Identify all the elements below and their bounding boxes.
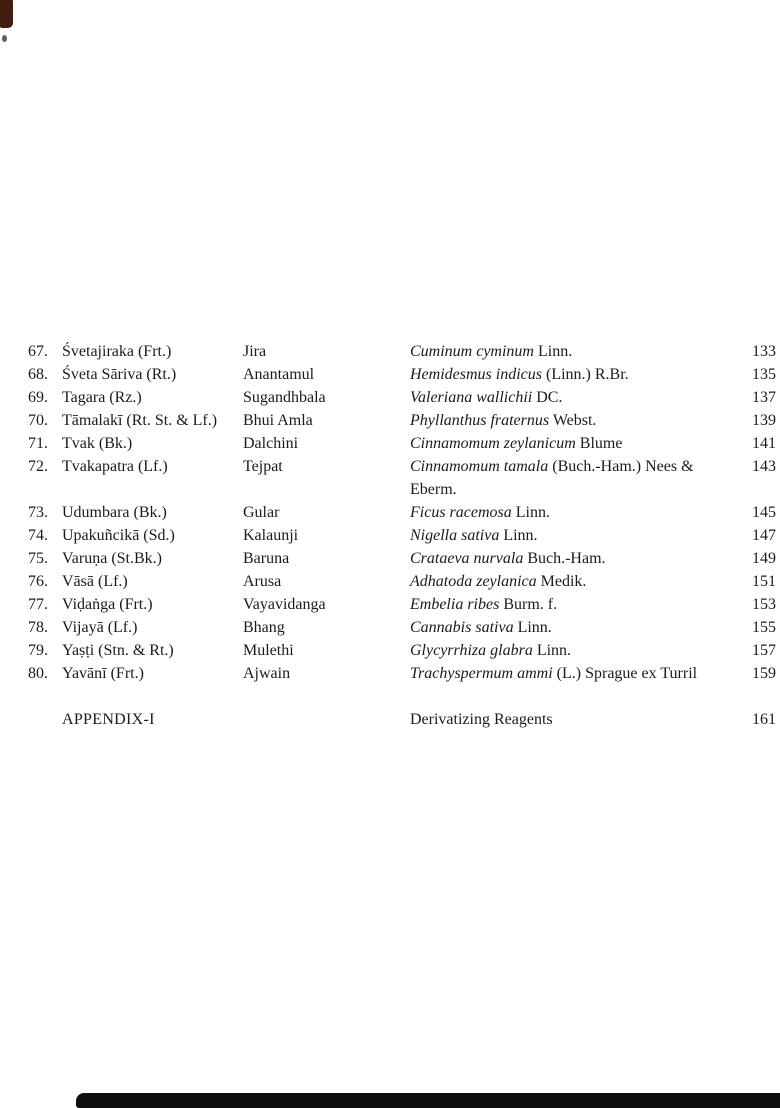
page-number: 153 <box>752 596 776 613</box>
entry-number: 70. <box>28 412 48 429</box>
appendix-page: 161 <box>752 711 776 728</box>
sanskrit-name: Varuṇa (St.Bk.) <box>62 550 162 567</box>
scan-artifact-speck <box>2 35 7 42</box>
botanical-name <box>410 570 702 593</box>
page-number: 145 <box>752 504 776 521</box>
botanical-author: Buch.-Ham. <box>523 550 606 567</box>
entry-number: 72. <box>28 458 48 475</box>
botanical-author: (Linn.) R.Br. <box>541 366 629 383</box>
botanical-name-italic: Phyllanthus fraternus <box>410 412 550 429</box>
botanical-name <box>410 524 702 547</box>
page-number: 141 <box>752 435 776 452</box>
page-number: 151 <box>752 573 776 590</box>
botanical-name <box>410 455 702 501</box>
table-row <box>28 662 776 685</box>
botanical-author: Medik. <box>536 573 587 590</box>
entry-number: 73. <box>28 504 48 521</box>
page-number: 133 <box>752 343 776 360</box>
entry-number: 79. <box>28 642 48 659</box>
table-row <box>28 409 776 432</box>
appendix-label: APPENDIX-I <box>62 711 155 728</box>
botanical-author: (L.) Sprague ex Turril <box>552 665 698 682</box>
sanskrit-name: Tagara (Rz.) <box>62 389 142 406</box>
table-row <box>28 432 776 455</box>
botanical-name <box>410 616 702 639</box>
botanical-name <box>410 501 702 524</box>
botanical-name-italic: Nigella sativa <box>410 527 500 544</box>
hindi-name: Vayavidanga <box>243 596 326 613</box>
botanical-name <box>410 547 702 570</box>
table-row <box>28 386 776 409</box>
botanical-name-italic: Adhatoda zeylanica <box>410 573 537 590</box>
scan-artifact-bottom-bar <box>76 1093 780 1108</box>
sanskrit-name: Tvakapatra (Lf.) <box>62 458 168 475</box>
sanskrit-name: Viḍaṅga (Frt.) <box>62 596 153 613</box>
hindi-name: Baruna <box>243 550 290 567</box>
table-row <box>28 547 776 570</box>
table-row <box>28 455 776 501</box>
entry-number: 76. <box>28 573 48 590</box>
entry-number: 74. <box>28 527 48 544</box>
botanical-name-italic: Glycyrrhiza glabra <box>410 642 533 659</box>
page-number: 159 <box>752 665 776 682</box>
hindi-name: Bhui Amla <box>243 412 313 429</box>
botanical-name-italic: Cinnamomum zeylanicum <box>410 435 576 452</box>
hindi-name: Tejpat <box>243 458 283 475</box>
page-number: 139 <box>752 412 776 429</box>
botanical-author: Linn. <box>513 619 552 636</box>
botanical-name-italic: Crataeva nurvala <box>410 550 524 567</box>
page-number: 135 <box>752 366 776 383</box>
botanical-name <box>410 662 702 685</box>
table-row <box>28 340 776 363</box>
entry-number: 71. <box>28 435 48 452</box>
botanical-name-italic: Valeriana wallichii <box>410 389 533 406</box>
botanical-name <box>410 639 702 662</box>
entry-number: 75. <box>28 550 48 567</box>
entry-number: 68. <box>28 366 48 383</box>
sanskrit-name: Śvetajiraka (Frt.) <box>62 343 172 360</box>
entry-number: 78. <box>28 619 48 636</box>
entry-number: 67. <box>28 343 48 360</box>
botanical-name <box>410 363 702 386</box>
table-row <box>28 501 776 524</box>
botanical-name-italic: Cuminum cyminum <box>410 343 534 360</box>
hindi-name: Anantamul <box>243 366 315 383</box>
sanskrit-name: Upakuñcikā (Sd.) <box>62 527 175 544</box>
botanical-name-italic: Cinnamomum tamala <box>410 458 549 475</box>
botanical-author: Linn. <box>511 504 550 521</box>
appendix-title: Derivatizing Reagents <box>410 711 553 728</box>
entry-number: 80. <box>28 665 48 682</box>
botanical-name <box>410 432 702 455</box>
page-number: 155 <box>752 619 776 636</box>
page-number: 149 <box>752 550 776 567</box>
table-row <box>28 363 776 386</box>
hindi-name: Mulethi <box>243 642 294 659</box>
botanical-name-italic: Ficus racemosa <box>410 504 512 521</box>
sanskrit-name: Vijayā (Lf.) <box>62 619 138 636</box>
sanskrit-name: Vāsā (Lf.) <box>62 573 128 590</box>
hindi-name: Arusa <box>243 573 282 590</box>
botanical-name <box>410 386 702 409</box>
botanical-name-italic: Hemidesmus indicus <box>410 366 542 383</box>
botanical-name <box>410 340 702 363</box>
hindi-name: Jira <box>243 343 267 360</box>
hindi-name: Ajwain <box>243 665 291 682</box>
botanical-name-italic: Cannabis sativa <box>410 619 514 636</box>
sanskrit-name: Udumbara (Bk.) <box>62 504 167 521</box>
table-row <box>28 570 776 593</box>
botanical-author: Webst. <box>549 412 597 429</box>
botanical-name-italic: Trachyspermum ammi <box>410 665 553 682</box>
botanical-author: Burm. f. <box>499 596 558 613</box>
contents-table <box>28 340 776 731</box>
sanskrit-name: Yavānī (Frt.) <box>62 665 144 682</box>
botanical-name <box>410 593 702 616</box>
botanical-author: Linn. <box>532 642 572 659</box>
hindi-name: Bhang <box>243 619 285 636</box>
table-row <box>28 639 776 662</box>
table-row <box>28 593 776 616</box>
hindi-name: Sugandhbala <box>243 389 326 406</box>
entry-number: 69. <box>28 389 48 406</box>
page-number: 147 <box>752 527 776 544</box>
entry-number: 77. <box>28 596 48 613</box>
sanskrit-name: Tāmalakī (Rt. St. & Lf.) <box>62 412 218 429</box>
hindi-name: Kalaunji <box>243 527 299 544</box>
sanskrit-name: Śveta Sāriva (Rt.) <box>62 366 177 383</box>
botanical-author: (Buch.-Ham.) Nees & Eberm. <box>410 458 694 498</box>
page-number: 157 <box>752 642 776 659</box>
appendix-row <box>28 708 776 731</box>
botanical-author: Linn. <box>499 527 538 544</box>
sanskrit-name: Yaṣṭi (Stn. & Rt.) <box>62 642 174 659</box>
botanical-name <box>410 409 702 432</box>
hindi-name: Gular <box>243 504 280 521</box>
sanskrit-name: Tvak (Bk.) <box>62 435 133 452</box>
page-number: 137 <box>752 389 776 406</box>
scan-artifact-corner <box>0 0 13 28</box>
botanical-author: DC. <box>532 389 563 406</box>
botanical-author: Blume <box>575 435 623 452</box>
botanical-author: Linn. <box>533 343 573 360</box>
table-row <box>28 616 776 639</box>
hindi-name: Dalchini <box>243 435 299 452</box>
botanical-name-italic: Embelia ribes <box>410 596 500 613</box>
table-row <box>28 524 776 547</box>
page-number: 143 <box>752 458 776 475</box>
